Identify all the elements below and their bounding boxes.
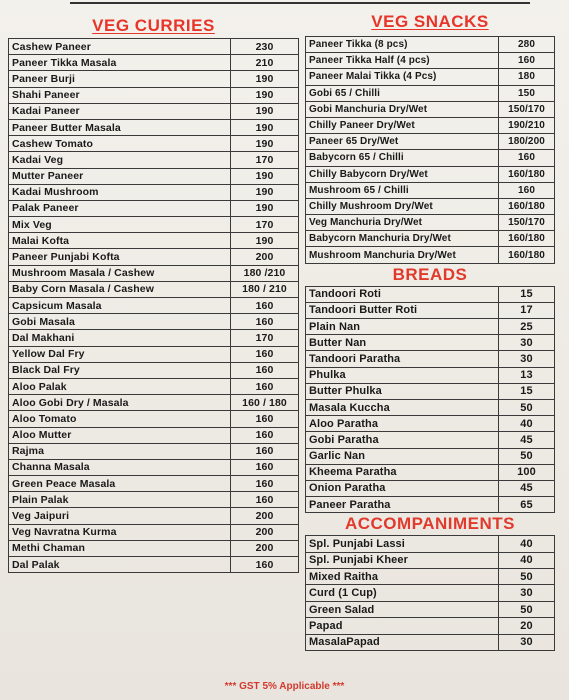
item-name: Butter Phulka	[306, 383, 499, 399]
item-price: 160	[231, 314, 299, 330]
menu-row	[306, 432, 555, 448]
accompaniments-heading: ACCOMPANIMENTS	[344, 514, 516, 534]
menu-row	[9, 200, 299, 216]
item-price: 150/170	[499, 215, 555, 231]
menu-row	[306, 569, 555, 585]
item-name: Phulka	[306, 367, 499, 383]
item-price: 200	[231, 540, 299, 556]
item-name: Palak Paneer	[9, 200, 231, 216]
breads-rows	[306, 286, 555, 513]
right-column	[305, 6, 555, 651]
item-price: 40	[499, 536, 555, 552]
item-price: 30	[499, 585, 555, 601]
menu-row	[306, 166, 555, 182]
item-name: Aloo Gobi Dry / Masala	[9, 395, 231, 411]
item-price: 45	[499, 480, 555, 496]
menu-row	[306, 319, 555, 335]
menu-row	[306, 150, 555, 166]
item-price: 160	[231, 378, 299, 394]
item-price: 200	[231, 249, 299, 265]
menu-row	[306, 464, 555, 480]
item-price: 180 /210	[231, 265, 299, 281]
item-price: 200	[231, 508, 299, 524]
menu-row	[9, 184, 299, 200]
item-price: 160	[231, 557, 299, 573]
menu-row	[9, 39, 299, 55]
menu-row	[306, 448, 555, 464]
menu-row	[9, 492, 299, 508]
item-name: Mutter Paneer	[9, 168, 231, 184]
item-name: Gobi 65 / Chilli	[306, 85, 499, 101]
item-name: Paneer Punjabi Kofta	[9, 249, 231, 265]
item-name: Baby Corn Masala / Cashew	[9, 281, 231, 297]
menu-row	[306, 198, 555, 214]
item-name: Plain Nan	[306, 319, 499, 335]
item-name: Malai Kofta	[9, 233, 231, 249]
item-price: 100	[499, 464, 555, 480]
menu-row	[9, 314, 299, 330]
item-price: 280	[499, 37, 555, 53]
menu-row	[306, 585, 555, 601]
item-price: 150/170	[499, 101, 555, 117]
menu-row	[9, 281, 299, 297]
veg-snacks-heading: VEG SNACKS	[371, 12, 489, 31]
item-name: Paneer Tikka Half (4 pcs)	[306, 53, 499, 69]
item-name: Aloo Palak	[9, 378, 231, 394]
item-price: 13	[499, 367, 555, 383]
menu-row	[9, 136, 299, 152]
menu-row	[9, 119, 299, 135]
menu-row	[306, 416, 555, 432]
item-price: 190	[231, 200, 299, 216]
item-price: 160 / 180	[231, 395, 299, 411]
item-price: 160	[231, 492, 299, 508]
item-name: Babycorn 65 / Chilli	[306, 150, 499, 166]
menu-row	[9, 362, 299, 378]
item-name: Babycorn Manchuria Dry/Wet	[306, 231, 499, 247]
menu-row	[306, 552, 555, 568]
menu-row	[306, 399, 555, 415]
menu-row	[9, 346, 299, 362]
item-price: 210	[231, 55, 299, 71]
menu-row	[306, 134, 555, 150]
breads-heading: BREADS	[392, 264, 468, 284]
item-price: 180	[499, 69, 555, 85]
item-price: 25	[499, 319, 555, 335]
veg-curries-table	[8, 38, 299, 573]
menu-row	[9, 298, 299, 314]
item-name: Cashew Tomato	[9, 136, 231, 152]
item-price: 20	[499, 618, 555, 634]
item-name: Shahi Paneer	[9, 87, 231, 103]
item-name: Kheema Paratha	[306, 464, 499, 480]
item-name: Yellow Dal Fry	[9, 346, 231, 362]
item-name: Black Dal Fry	[9, 362, 231, 378]
item-name: Gobi Paratha	[306, 432, 499, 448]
menu-row	[9, 395, 299, 411]
menu-row	[306, 182, 555, 198]
menu-row	[306, 536, 555, 552]
menu-row	[9, 540, 299, 556]
item-price: 50	[499, 399, 555, 415]
item-name: Spl. Punjabi Lassi	[306, 536, 499, 552]
item-name: Kadai Paneer	[9, 103, 231, 119]
veg-snacks-table	[305, 36, 555, 264]
item-name: Dal Makhani	[9, 330, 231, 346]
item-price: 160	[499, 182, 555, 198]
menu-row	[306, 101, 555, 117]
item-price: 190	[231, 184, 299, 200]
item-price: 30	[499, 634, 555, 650]
item-name: Veg Navratna Kurma	[9, 524, 231, 540]
item-price: 65	[499, 497, 555, 513]
item-price: 50	[499, 448, 555, 464]
item-price: 40	[499, 552, 555, 568]
item-name: Curd (1 Cup)	[306, 585, 499, 601]
accompaniments-table	[305, 535, 555, 651]
item-price: 170	[231, 152, 299, 168]
item-price: 170	[231, 330, 299, 346]
item-name: Aloo Tomato	[9, 411, 231, 427]
item-price: 190	[231, 233, 299, 249]
item-price: 160	[231, 427, 299, 443]
veg-curries-heading: VEG CURRIES	[92, 16, 215, 35]
item-price: 30	[499, 351, 555, 367]
menu-row	[9, 71, 299, 87]
item-name: Methi Chaman	[9, 540, 231, 556]
item-name: Veg Jaipuri	[9, 508, 231, 524]
menu-row	[9, 168, 299, 184]
menu-row	[306, 37, 555, 53]
menu-row	[9, 265, 299, 281]
item-name: Onion Paratha	[306, 480, 499, 496]
item-name: Paneer Butter Masala	[9, 119, 231, 135]
item-price: 180 / 210	[231, 281, 299, 297]
item-price: 160/180	[499, 231, 555, 247]
menu-row	[9, 87, 299, 103]
item-name: Mixed Raitha	[306, 569, 499, 585]
menu-row	[306, 247, 555, 263]
item-price: 190	[231, 136, 299, 152]
item-price: 190	[231, 168, 299, 184]
menu-row	[306, 367, 555, 383]
menu-row	[9, 249, 299, 265]
item-name: Plain Palak	[9, 492, 231, 508]
menu-row	[306, 231, 555, 247]
menu-row	[306, 53, 555, 69]
item-price: 160	[231, 411, 299, 427]
item-name: Gobi Manchuria Dry/Wet	[306, 101, 499, 117]
gst-note: *** GST 5% Applicable ***	[224, 681, 345, 692]
item-price: 160	[499, 150, 555, 166]
menu-row	[9, 233, 299, 249]
menu-row	[9, 443, 299, 459]
item-name: Paneer 65 Dry/Wet	[306, 134, 499, 150]
item-name: Papad	[306, 618, 499, 634]
item-name: Rajma	[9, 443, 231, 459]
menu-row	[9, 103, 299, 119]
item-name: Paneer Burji	[9, 71, 231, 87]
item-name: Paneer Tikka Masala	[9, 55, 231, 71]
item-name: Paneer Malai Tikka (4 Pcs)	[306, 69, 499, 85]
item-price: 150	[499, 85, 555, 101]
item-name: Garlic Nan	[306, 448, 499, 464]
item-price: 160	[231, 298, 299, 314]
item-price: 170	[231, 217, 299, 233]
item-price: 190	[231, 119, 299, 135]
item-price: 160/180	[499, 166, 555, 182]
menu-row	[306, 215, 555, 231]
item-price: 17	[499, 302, 555, 318]
item-name: Kadai Mushroom	[9, 184, 231, 200]
menu-row	[9, 476, 299, 492]
menu-row	[9, 508, 299, 524]
menu-row	[306, 634, 555, 650]
item-name: Mushroom Masala / Cashew	[9, 265, 231, 281]
item-price: 160	[231, 346, 299, 362]
item-price: 15	[499, 383, 555, 399]
menu-row	[306, 85, 555, 101]
item-name: Dal Palak	[9, 557, 231, 573]
item-name: Mushroom 65 / Chilli	[306, 182, 499, 198]
item-price: 40	[499, 416, 555, 432]
veg-curries-rows	[9, 39, 299, 573]
item-name: Chilly Paneer Dry/Wet	[306, 117, 499, 133]
item-name: Tandoori Roti	[306, 286, 499, 302]
item-name: Masala Kuccha	[306, 399, 499, 415]
item-price: 190/210	[499, 117, 555, 133]
item-name: Tandoori Butter Roti	[306, 302, 499, 318]
item-price: 160	[231, 362, 299, 378]
menu-row	[306, 601, 555, 617]
item-price: 45	[499, 432, 555, 448]
menu-row	[9, 378, 299, 394]
item-name: Spl. Punjabi Kheer	[306, 552, 499, 568]
item-price: 230	[231, 39, 299, 55]
item-name: Aloo Paratha	[306, 416, 499, 432]
item-name: Mushroom Manchuria Dry/Wet	[306, 247, 499, 263]
breads-table	[305, 286, 555, 514]
item-name: Green Peace Masala	[9, 476, 231, 492]
item-name: Paneer Paratha	[306, 497, 499, 513]
menu-row	[306, 383, 555, 399]
menu-row	[9, 152, 299, 168]
menu-row	[306, 117, 555, 133]
item-price: 190	[231, 87, 299, 103]
item-name: Paneer Tikka (8 pcs)	[306, 37, 499, 53]
menu-row	[9, 217, 299, 233]
item-price: 180/200	[499, 134, 555, 150]
menu-row	[306, 497, 555, 513]
item-price: 160	[231, 476, 299, 492]
menu-row	[9, 55, 299, 71]
item-name: Channa Masala	[9, 459, 231, 475]
item-price: 160/180	[499, 198, 555, 214]
menu-row	[9, 459, 299, 475]
item-name: Green Salad	[306, 601, 499, 617]
item-price: 160	[499, 53, 555, 69]
item-name: Gobi Masala	[9, 314, 231, 330]
item-name: Chilly Mushroom Dry/Wet	[306, 198, 499, 214]
item-price: 190	[231, 71, 299, 87]
menu-row	[306, 69, 555, 85]
menu-row	[9, 524, 299, 540]
item-price: 160	[231, 443, 299, 459]
item-name: Cashew Paneer	[9, 39, 231, 55]
menu-row	[9, 411, 299, 427]
item-price: 160/180	[499, 247, 555, 263]
menu-row	[306, 286, 555, 302]
item-name: Veg Manchuria Dry/Wet	[306, 215, 499, 231]
item-price: 50	[499, 569, 555, 585]
top-divider	[70, 2, 530, 4]
menu-row	[9, 427, 299, 443]
menu-row	[9, 330, 299, 346]
accompaniments-rows	[306, 536, 555, 651]
item-name: Kadai Veg	[9, 152, 231, 168]
item-price: 160	[231, 459, 299, 475]
item-price: 30	[499, 335, 555, 351]
menu-row	[9, 557, 299, 573]
item-price: 50	[499, 601, 555, 617]
item-name: MasalaPapad	[306, 634, 499, 650]
item-name: Tandoori Paratha	[306, 351, 499, 367]
menu-row	[306, 480, 555, 496]
item-price: 190	[231, 103, 299, 119]
menu-row	[306, 302, 555, 318]
menu-row	[306, 335, 555, 351]
menu-row	[306, 351, 555, 367]
veg-snacks-rows	[306, 37, 555, 264]
item-name: Chilly Babycorn Dry/Wet	[306, 166, 499, 182]
item-price: 15	[499, 286, 555, 302]
item-name: Butter Nan	[306, 335, 499, 351]
item-name: Aloo Mutter	[9, 427, 231, 443]
item-price: 200	[231, 524, 299, 540]
menu-row	[306, 618, 555, 634]
item-name: Capsicum Masala	[9, 298, 231, 314]
veg-curries-section	[8, 10, 299, 573]
item-name: Mix Veg	[9, 217, 231, 233]
